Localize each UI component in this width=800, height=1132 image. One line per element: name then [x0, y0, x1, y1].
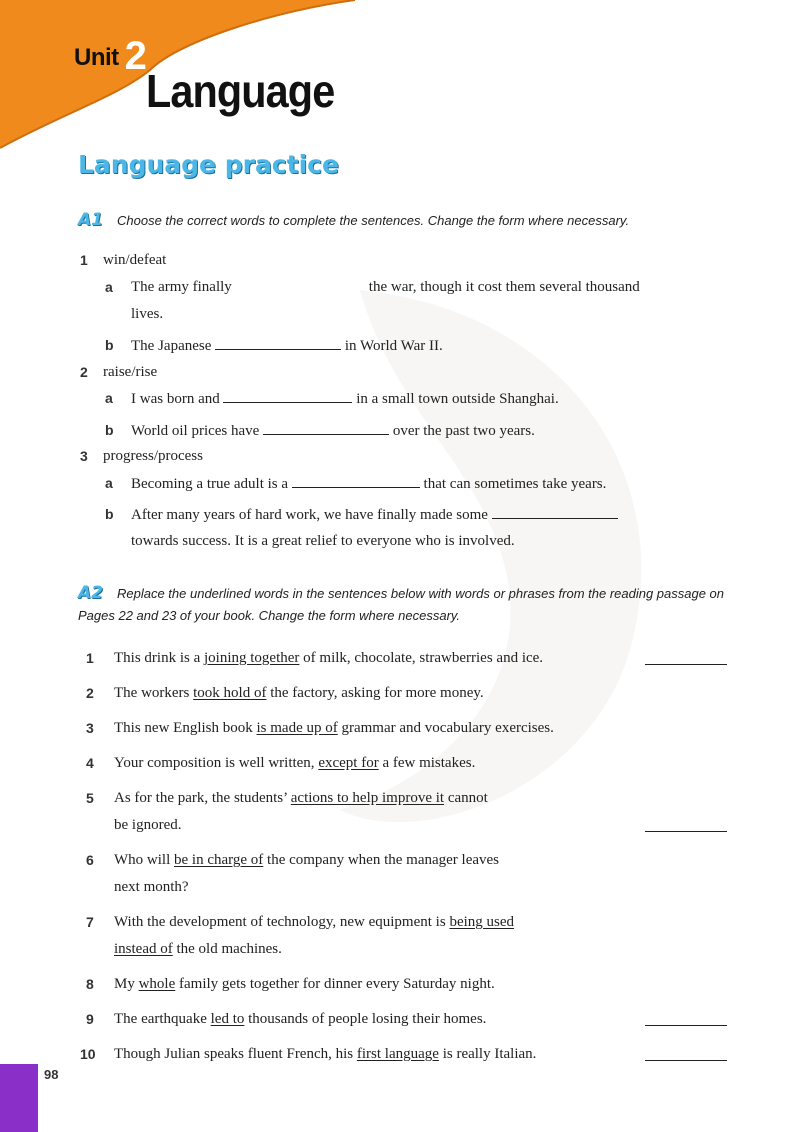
answer-blank[interactable]	[215, 335, 341, 350]
sub-letter: a	[105, 279, 113, 295]
unit-number: 2	[124, 34, 147, 78]
item-number: 7	[86, 914, 94, 930]
item-number: 2	[86, 685, 94, 701]
word-pair: win/defeat	[103, 252, 167, 268]
exercise-a2-heading	[78, 582, 738, 627]
item-number: 5	[86, 790, 94, 806]
a2-sentence-8: My whole family gets together for dinner every Saturday night.	[114, 976, 495, 992]
word-pair: raise/rise	[103, 364, 158, 380]
a2-sentence-7: With the development of technology, new equipment is being used	[114, 914, 515, 930]
sub-letter: b	[105, 506, 114, 522]
sentence-2b: World oil prices have over the past two years.	[131, 420, 535, 441]
a2-sentence-1: This drink is a joining together of milk, chocolate, strawberries and ice.	[114, 650, 544, 666]
answer-blank[interactable]	[263, 420, 389, 435]
item-number: 9	[86, 1011, 94, 1027]
exercise-a1-instruction: Choose the correct words to complete the sentences. Change the form where necessary.	[117, 213, 630, 228]
item-number: 10	[80, 1046, 96, 1062]
answer-line[interactable]	[645, 664, 727, 665]
sentence-3a: Becoming a true adult is a that can sometimes take years.	[131, 473, 606, 494]
a2-sentence-6-continued: next month?	[114, 879, 189, 895]
item-number: 3	[80, 448, 88, 464]
exercise-a2-instruction: Replace the underlined words in the sentences below with words or phrases from the reading passage on Pages 22 and 23 of your book. Change the form where necessary.	[78, 586, 725, 623]
answer-line[interactable]	[645, 1060, 727, 1061]
sub-letter: b	[105, 422, 114, 438]
sentence-1a: The army finally the war, though it cost them several thousand	[131, 279, 640, 295]
sub-letter: a	[105, 475, 113, 491]
a2-sentence-5-continued: be ignored.	[114, 817, 182, 833]
answer-blank[interactable]	[223, 388, 352, 403]
item-number: 6	[86, 852, 94, 868]
a2-sentence-4: Your composition is well written, except for a few mistakes.	[114, 755, 476, 771]
exercise-badge-a1: A1	[78, 210, 103, 230]
a2-sentence-3: This new English book is made up of grammar and vocabulary exercises.	[114, 720, 554, 736]
a2-sentence-9: The earthquake led to thousands of people losing their homes.	[114, 1011, 487, 1027]
unit-title: Language	[146, 65, 335, 117]
a2-sentence-7-continued: instead of the old machines.	[114, 941, 282, 957]
answer-line[interactable]	[645, 831, 727, 832]
answer-blank[interactable]	[292, 473, 420, 488]
item-number: 4	[86, 755, 94, 771]
sub-letter: a	[105, 390, 113, 406]
answer-line[interactable]	[645, 1025, 727, 1026]
unit-label: Unit 2	[74, 34, 147, 78]
sentence-2a: I was born and in a small town outside Shanghai.	[131, 388, 559, 409]
page-number: 98	[44, 1067, 59, 1082]
item-number: 1	[80, 252, 88, 268]
sentence-1b: The Japanese in World War II.	[131, 335, 443, 356]
a2-sentence-2: The workers took hold of the factory, asking for more money.	[114, 685, 484, 701]
page-tab	[0, 1064, 38, 1132]
sentence-3b: After many years of hard work, we have finally made some	[131, 504, 618, 525]
sentence-1a-continued: lives.	[131, 306, 164, 322]
exercise-a1-heading	[78, 210, 629, 230]
answer-blank[interactable]	[492, 504, 618, 519]
a2-sentence-6: Who will be in charge of the company when the manager leaves	[114, 852, 500, 868]
item-number: 2	[80, 364, 88, 380]
a2-sentence-10: Though Julian speaks fluent French, his first language is really Italian.	[114, 1046, 537, 1062]
sub-letter: b	[105, 337, 114, 353]
exercise-badge-a2: A2	[78, 583, 103, 603]
section-title: Language practice	[78, 150, 339, 179]
item-number: 1	[86, 650, 94, 666]
sentence-3b-continued: towards success. It is a great relief to everyone who is involved.	[131, 533, 515, 549]
word-pair: progress/process	[103, 448, 203, 464]
item-number: 8	[86, 976, 94, 992]
item-number: 3	[86, 720, 94, 736]
a2-sentence-5: As for the park, the students’ actions to help improve it cannot	[114, 790, 488, 806]
